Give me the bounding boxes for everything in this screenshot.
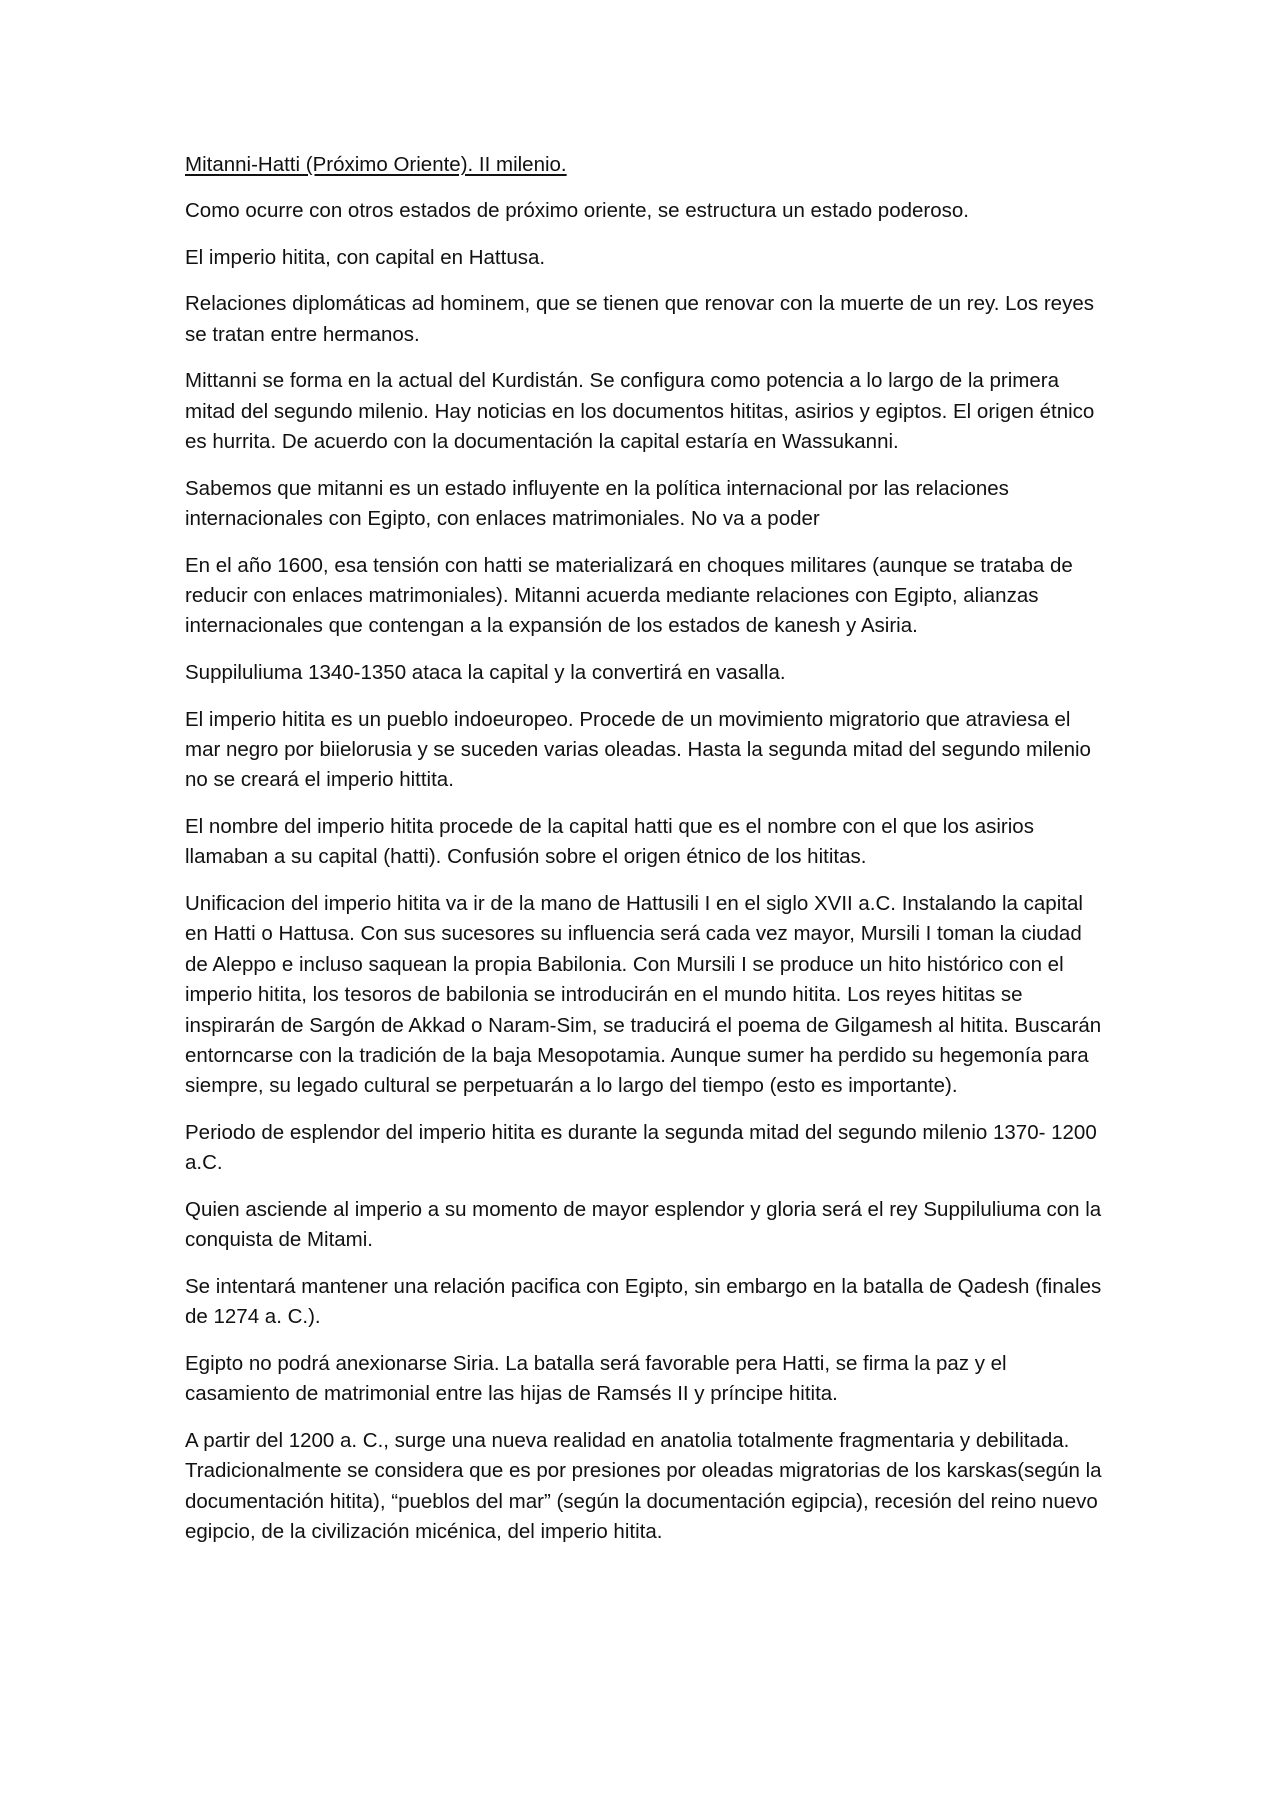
paragraph: Unificacion del imperio hitita va ir de la mano de Hattusili I en el siglo XVII a.C. Instalando la capital en Hatti o Hattusa. Con sus sucesores su influencia será cada vez mayor, Mursili I toman la ciudad de Aleppo e incluso saquean la propia Babilonia. Con Mursili I se produce un hito histórico con el imperio hitita, los tesoros de babilonia se introducirán en el mundo hitita. Los reyes hititas se inspirarán de Sargón de Akkad o Naram-Sim, se traducirá el poema de Gilgamesh al hitita. Buscarán entorncarse con la tradición de la baja Mesopotamia. Aunque sumer ha perdido su hegemonía para siempre, su legado cultural se perpetuarán a lo largo del tiempo (esto es importante). xyxy=(185,892,1102,1098)
paragraph: Mittanni se forma en la actual del Kurdistán. Se configura como potencia a lo largo de la primera mitad del segundo milenio. Hay noticias en los documentos hititas, asirios y egiptos. El origen étnico es hurrita. De acuerdo con la documentación la capital estaría en Wassukanni. xyxy=(185,369,1095,453)
paragraph: El imperio hitita es un pueblo indoeuropeo. Procede de un movimiento migratorio que atraviesa el mar negro por biielorusia y se suceden varias oleadas. Hasta la segunda mitad del segundo milenio no se creará el imperio hittita. xyxy=(185,707,1091,792)
paragraph: Periodo de esplendor del imperio hitita es durante la segunda mitad del segundo milenio 1370- 1200 a.C. xyxy=(185,1121,1097,1175)
paragraph: El imperio hitita, con capital en Hattusa. xyxy=(185,245,546,269)
document-title: Mitanni-Hatti (Próximo Oriente). II milenio. xyxy=(185,153,567,176)
paragraph: El nombre del imperio hitita procede de la capital hatti que es el nombre con el que los asirios llamaban a su capital (hatti). Confusión sobre el origen étnico de los hititas. xyxy=(185,815,1034,869)
paragraph: Egipto no podrá anexionarse Siria. La batalla será favorable pera Hatti, se firma la paz y el casamiento de matrimonial entre las hijas de Ramsés II y príncipe hitita. xyxy=(185,1352,1007,1406)
paragraph: Sabemos que mitanni es un estado influyente en la política internacional por las relaciones internacionales con Egipto, con enlaces matrimoniales. No va a poder xyxy=(185,476,1009,530)
paragraph: Relaciones diplomáticas ad hominem, que se tienen que renovar con la muerte de un rey. Los reyes se tratan entre hermanos. xyxy=(185,292,1094,346)
paragraph: Como ocurre con otros estados de próximo oriente, se estructura un estado poderoso. xyxy=(185,199,969,222)
paragraph: En el año 1600, esa tensión con hatti se materializará en choques militares (aunque se trataba de reducir con enlaces matrimoniales). Mitanni acuerda mediante relaciones con Egipto, alianzas internacionales que contengan a la expansión de los estados de kanesh y Asiria. xyxy=(185,553,1073,638)
paragraph: A partir del 1200 a. C., surge una nueva realidad en anatolia totalmente fragmentaria y debilitada. Tradicionalmente se considera que es por presiones por oleadas migratorias de los karskas(según la documentación hitita), “pueblos del mar” (según la documentación egipcia), recesión del reino nuevo egipcio, de la civilización micénica, del imperio hitita. xyxy=(185,1429,1102,1544)
paragraph: Se intentará mantener una relación pacifica con Egipto, sin embargo en la batalla de Qadesh (finales de 1274 a. C.). xyxy=(185,1275,1102,1329)
document-page xyxy=(185,150,1105,1564)
paragraph: Suppiluliuma 1340-1350 ataca la capital y la convertirá en vasalla. xyxy=(185,661,786,684)
paragraph: Quien asciende al imperio a su momento de mayor esplendor y gloria será el rey Suppiluliuma con la conquista de Mitami. xyxy=(185,1198,1102,1252)
